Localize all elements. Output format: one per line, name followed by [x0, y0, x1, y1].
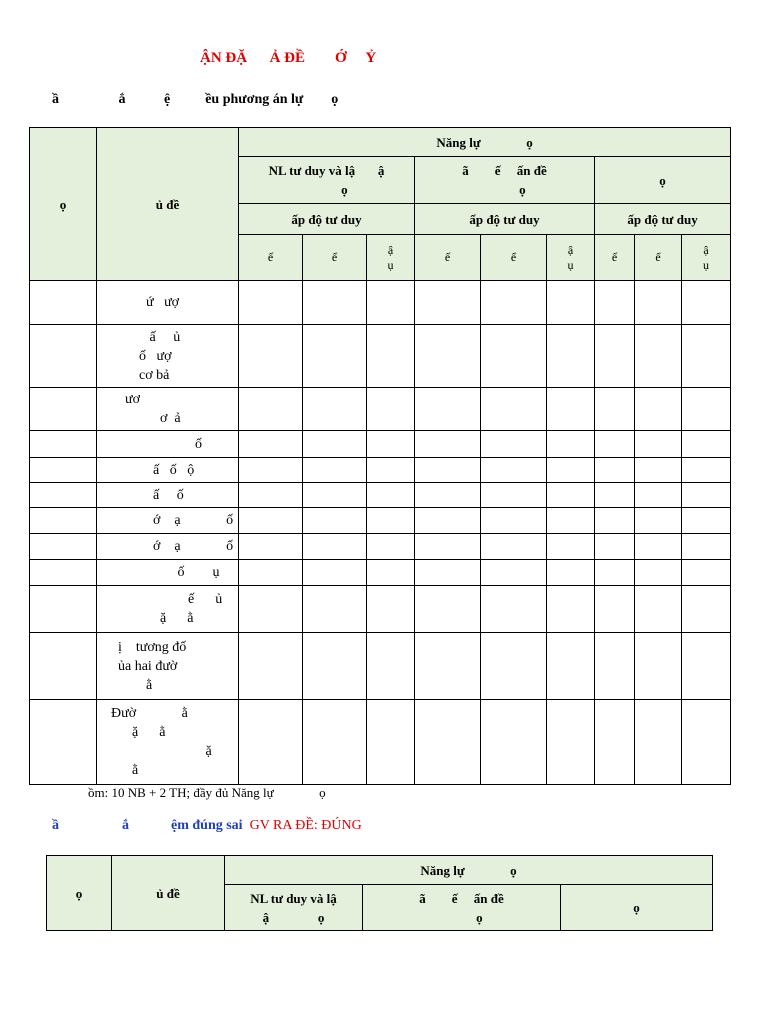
stt-cell: [30, 431, 97, 458]
count-cell: [303, 388, 367, 431]
count-cell: [239, 281, 303, 325]
count-cell: [367, 431, 415, 458]
count-cell: [682, 700, 731, 785]
count-cell: [595, 388, 635, 431]
count-cell: [239, 560, 303, 586]
stt-cell: [30, 325, 97, 388]
stt-header: ọ: [30, 128, 97, 281]
count-cell: [367, 560, 415, 586]
stt-cell: [30, 586, 97, 633]
level-header: ấp độ tư duy: [239, 204, 415, 235]
level-cell: ế: [415, 235, 481, 281]
count-cell: [682, 458, 731, 483]
count-cell: [367, 388, 415, 431]
table-row: [30, 586, 731, 633]
topic-cell: Đườ ằ ặ ằ ặ ằ: [97, 700, 239, 785]
count-cell: [595, 508, 635, 534]
competency-header: ọ: [561, 885, 713, 931]
table-body: [30, 281, 731, 785]
competency-header: NL tư duy và lậ ậ ọ: [239, 157, 415, 204]
count-cell: [367, 700, 415, 785]
count-cell: [481, 700, 547, 785]
count-cell: [481, 458, 547, 483]
topic-header: ủ đề: [112, 856, 225, 931]
count-cell: [239, 700, 303, 785]
count-cell: [595, 633, 635, 700]
stt-cell: [30, 281, 97, 325]
topic-cell: ế ủ ặ ằ: [97, 586, 239, 633]
topic-cell: ấ ố: [97, 483, 239, 508]
count-cell: [415, 325, 481, 388]
count-cell: [595, 534, 635, 560]
competency-matrix-table-2: [46, 855, 713, 931]
count-cell: [595, 325, 635, 388]
count-cell: [635, 431, 682, 458]
part2-title: ầ ắ ệm đúng sai: [52, 818, 243, 833]
stt-cell: [30, 534, 97, 560]
level-cell: ậ ụ: [547, 235, 595, 281]
count-cell: [595, 431, 635, 458]
table-row: [30, 281, 731, 325]
topic-cell: ớ ạ ố: [97, 508, 239, 534]
count-cell: [415, 483, 481, 508]
count-cell: [635, 700, 682, 785]
count-cell: [303, 281, 367, 325]
count-cell: [547, 586, 595, 633]
count-cell: [635, 281, 682, 325]
count-cell: [239, 431, 303, 458]
count-cell: [481, 586, 547, 633]
count-cell: [367, 586, 415, 633]
stt-cell: [30, 560, 97, 586]
table-note: ồm: 10 NB + 2 TH; đầy đủ Năng lự ọ: [88, 785, 326, 800]
count-cell: [547, 633, 595, 700]
count-cell: [239, 388, 303, 431]
count-cell: [303, 508, 367, 534]
table-row: [30, 508, 731, 534]
count-cell: [481, 508, 547, 534]
level-header: ấp độ tư duy: [415, 204, 595, 235]
count-cell: [481, 560, 547, 586]
count-cell: [367, 508, 415, 534]
count-cell: [415, 534, 481, 560]
count-cell: [547, 388, 595, 431]
count-cell: [635, 458, 682, 483]
count-cell: [547, 483, 595, 508]
count-cell: [635, 325, 682, 388]
count-cell: [481, 534, 547, 560]
count-cell: [303, 325, 367, 388]
count-cell: [367, 458, 415, 483]
stt-cell: [30, 483, 97, 508]
competency-matrix-table-1: [29, 127, 731, 785]
topic-cell: ị tương đố ủa hai đườ ằ: [97, 633, 239, 700]
topic-cell: ố: [97, 431, 239, 458]
topic-cell: ấ ố ộ: [97, 458, 239, 483]
stt-cell: [30, 388, 97, 431]
level-cell: ậ ụ: [367, 235, 415, 281]
table-row: [30, 325, 731, 388]
count-cell: [547, 700, 595, 785]
level-header: ấp độ tư duy: [595, 204, 731, 235]
count-cell: [547, 560, 595, 586]
count-cell: [239, 534, 303, 560]
count-cell: [239, 325, 303, 388]
count-cell: [367, 633, 415, 700]
stt-header: ọ: [47, 856, 112, 931]
count-cell: [595, 560, 635, 586]
count-cell: [481, 483, 547, 508]
count-cell: [303, 586, 367, 633]
count-cell: [682, 388, 731, 431]
count-cell: [635, 483, 682, 508]
table-row: [30, 633, 731, 700]
count-cell: [303, 534, 367, 560]
level-cell: ế: [595, 235, 635, 281]
count-cell: [415, 431, 481, 458]
count-cell: [595, 458, 635, 483]
table-row: [30, 560, 731, 586]
topic-cell: ố ụ: [97, 560, 239, 586]
count-cell: [635, 388, 682, 431]
count-cell: [481, 281, 547, 325]
count-cell: [481, 388, 547, 431]
count-cell: [239, 586, 303, 633]
count-cell: [367, 534, 415, 560]
count-cell: [682, 586, 731, 633]
count-cell: [547, 534, 595, 560]
count-cell: [595, 281, 635, 325]
table-row: [30, 458, 731, 483]
count-cell: [595, 483, 635, 508]
count-cell: [595, 700, 635, 785]
count-cell: [239, 508, 303, 534]
count-cell: [303, 431, 367, 458]
count-cell: [481, 633, 547, 700]
count-cell: [415, 560, 481, 586]
table-row: [30, 534, 731, 560]
table-row: [30, 388, 731, 431]
part2-heading: [52, 818, 362, 834]
teacher-label: GV RA ĐỀ: ĐÚNG: [249, 818, 362, 833]
count-cell: [595, 586, 635, 633]
count-cell: [481, 325, 547, 388]
competency-header: ã ế ấn đề ọ: [415, 157, 595, 204]
count-cell: [415, 508, 481, 534]
count-cell: [547, 508, 595, 534]
topic-header: ủ đề: [97, 128, 239, 281]
count-cell: [547, 325, 595, 388]
count-cell: [303, 633, 367, 700]
count-cell: [682, 431, 731, 458]
count-cell: [415, 586, 481, 633]
count-cell: [682, 483, 731, 508]
table-row: [30, 700, 731, 785]
count-cell: [547, 281, 595, 325]
count-cell: [682, 281, 731, 325]
count-cell: [635, 633, 682, 700]
stt-cell: [30, 633, 97, 700]
count-cell: [415, 388, 481, 431]
count-cell: [682, 560, 731, 586]
count-cell: [635, 586, 682, 633]
count-cell: [415, 458, 481, 483]
stt-cell: [30, 700, 97, 785]
count-cell: [367, 483, 415, 508]
count-cell: [682, 633, 731, 700]
count-cell: [635, 560, 682, 586]
part1-heading: ầ ắ ệ ều phương án lự ọ: [52, 92, 339, 107]
competency-header: ã ế ấn đề ọ: [363, 885, 561, 931]
count-cell: [682, 325, 731, 388]
competency-header: NL tư duy và lậ ậ ọ: [225, 885, 363, 931]
topic-cell: ớ ạ ố: [97, 534, 239, 560]
document-title: ẬN ĐẶ Ả ĐỀ Ớ Ỷ: [200, 50, 377, 66]
count-cell: [239, 458, 303, 483]
count-cell: [415, 700, 481, 785]
level-cell: ể: [635, 235, 682, 281]
topic-cell: ấ ủ ố ượ cơ bả: [97, 325, 239, 388]
count-cell: [415, 633, 481, 700]
count-cell: [367, 281, 415, 325]
count-cell: [303, 483, 367, 508]
stt-cell: [30, 508, 97, 534]
level-cell: ể: [303, 235, 367, 281]
count-cell: [239, 483, 303, 508]
table-row: [30, 431, 731, 458]
nang-luc-header: Năng lự ọ: [225, 856, 713, 885]
level-cell: ể: [481, 235, 547, 281]
level-cell: ậ ụ: [682, 235, 731, 281]
competency-header: ọ: [595, 157, 731, 204]
count-cell: [239, 633, 303, 700]
count-cell: [367, 325, 415, 388]
count-cell: [547, 458, 595, 483]
count-cell: [547, 431, 595, 458]
stt-cell: [30, 458, 97, 483]
count-cell: [481, 431, 547, 458]
count-cell: [682, 508, 731, 534]
topic-cell: ứ ượ: [97, 281, 239, 325]
level-cell: ế: [239, 235, 303, 281]
count-cell: [303, 560, 367, 586]
table-row: [30, 483, 731, 508]
count-cell: [303, 700, 367, 785]
count-cell: [303, 458, 367, 483]
topic-cell: ươ ơ ả: [97, 388, 239, 431]
count-cell: [635, 534, 682, 560]
count-cell: [682, 534, 731, 560]
count-cell: [415, 281, 481, 325]
nang-luc-header: Năng lự ọ: [239, 128, 731, 157]
count-cell: [635, 508, 682, 534]
